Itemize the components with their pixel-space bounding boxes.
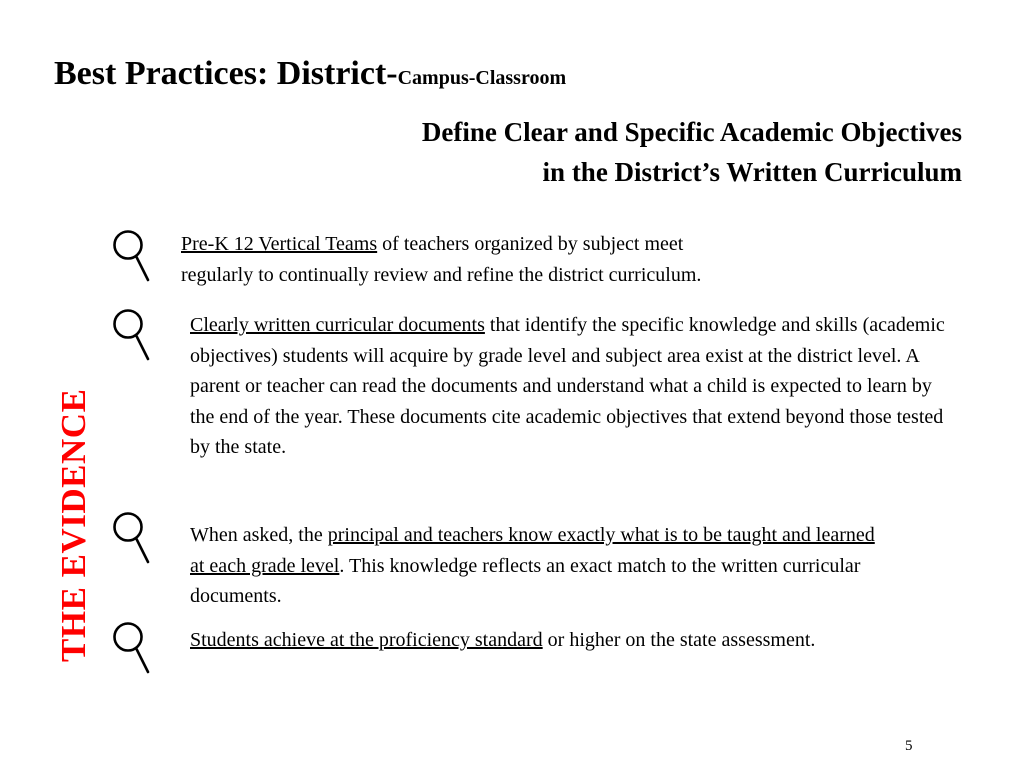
evidence-item-2-rest: that identify the specific knowledge and skills (academic objectives) students will acquire by grade level and subject area exist at the district level. A parent or teacher can read the documents and understand what a child is expected to learn by the end of the year. These documents cite academic objectives that extend beyond those tested by the state. bbox=[190, 314, 945, 458]
evidence-item-1-line-2: regularly to continually review and refine the district curriculum. bbox=[181, 263, 702, 286]
evidence-item-4-underlined: Students achieve at the proficiency standard bbox=[190, 629, 543, 651]
evidence-item-1-rest: of teachers organized by subject meet bbox=[377, 233, 684, 255]
subtitle-line-2: in the District’s Written Curriculum bbox=[542, 157, 962, 187]
title-main: Best Practices: District- bbox=[54, 55, 398, 92]
evidence-item-3 bbox=[190, 520, 880, 612]
magnifying-glass-icon bbox=[110, 307, 150, 361]
page-number: 5 bbox=[905, 738, 913, 754]
evidence-item-4-rest: or higher on the state assessment. bbox=[542, 629, 816, 651]
evidence-item-3-rest: . This knowledge reflects an exact match to the written curricular documents. bbox=[190, 554, 861, 607]
evidence-item-1 bbox=[181, 229, 881, 290]
magnifying-glass-icon bbox=[110, 228, 150, 282]
evidence-item-4 bbox=[190, 625, 890, 656]
magnifying-glass-icon bbox=[110, 510, 150, 564]
magnifying-glass-icon bbox=[110, 620, 150, 674]
title-small: Campus-Classroom bbox=[397, 67, 567, 89]
slide-title bbox=[54, 52, 566, 100]
evidence-item-3-underlined: principal and teachers know exactly what is to be taught and learned at each grade level bbox=[190, 524, 875, 577]
evidence-item-1-underlined: Pre-K 12 Vertical Teams bbox=[181, 233, 378, 255]
subtitle-line-1: Define Clear and Specific Academic Objectives bbox=[421, 117, 962, 147]
side-label-the-evidence: THE EVIDENCE bbox=[54, 388, 93, 662]
evidence-item-2 bbox=[190, 310, 945, 463]
slide-subtitle bbox=[422, 112, 962, 192]
evidence-item-3-prefix: When asked, the bbox=[190, 524, 328, 546]
evidence-item-2-underlined: Clearly written curricular documents bbox=[190, 314, 485, 336]
